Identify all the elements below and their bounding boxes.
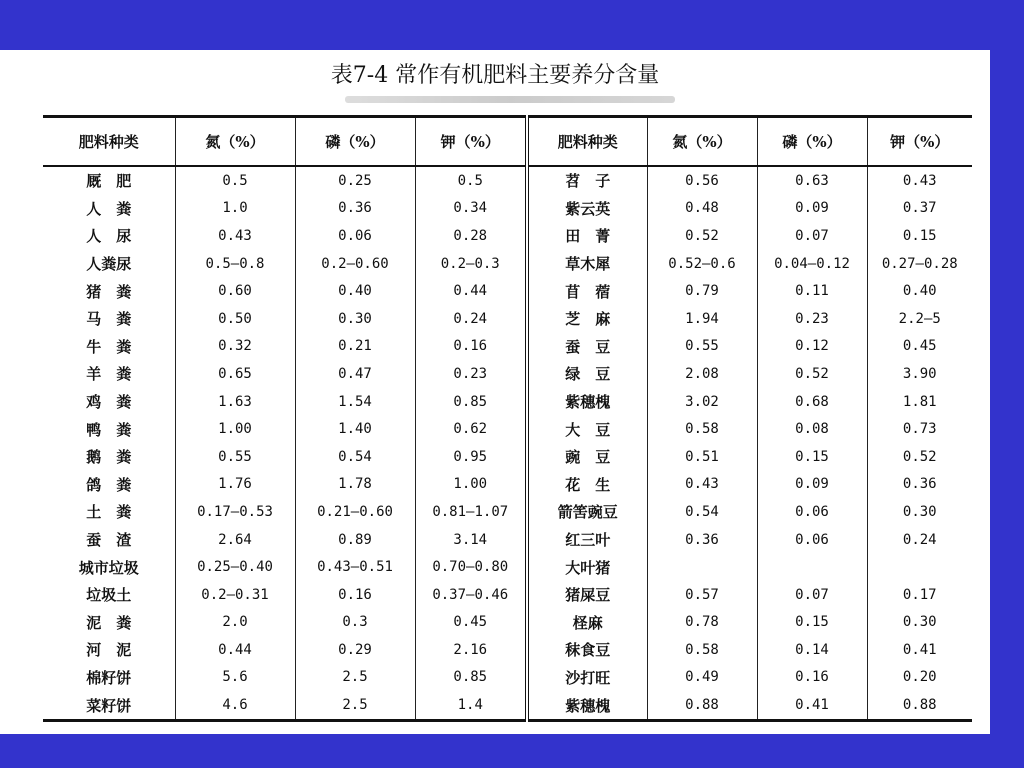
left-nitrogen-cell: 0.50	[175, 305, 295, 333]
right-phosphorus-cell: 0.08	[757, 415, 867, 443]
right-phosphorus-cell: 0.16	[757, 664, 867, 692]
table-row	[43, 581, 972, 609]
right-nitrogen-cell: 2.08	[647, 360, 757, 388]
right-nitrogen-cell: 0.43	[647, 471, 757, 499]
table-row	[43, 526, 972, 554]
right-potassium-cell: 0.17	[902, 586, 937, 603]
right-potassium-cell: 0.52	[902, 448, 937, 465]
right-fertilizer-name-cell: 田 菁	[527, 222, 647, 250]
right-nitrogen-cell: 0.58	[647, 636, 757, 664]
left-potassium-cell: 0.16	[415, 333, 527, 361]
left-potassium-cell: 0.44	[415, 277, 527, 305]
right-potassium-cell: 0.15	[902, 227, 937, 244]
header-nitrogen: 氮（%）	[175, 117, 295, 167]
right-potassium-cell: 0.40	[902, 283, 937, 300]
right-nitrogen-cell: 0.56	[647, 166, 757, 195]
right-potassium-cell: 0.30	[902, 614, 937, 631]
left-fertilizer-name-cell: 菜籽饼	[43, 691, 175, 720]
left-nitrogen-cell: 0.5	[175, 166, 295, 195]
right-potassium-cell: 0.37	[902, 200, 937, 217]
left-fertilizer-name-cell: 垃圾土	[43, 581, 175, 609]
right-phosphorus-cell: 0.68	[757, 388, 867, 416]
left-fertilizer-name-cell: 厩 肥	[43, 166, 175, 195]
right-fertilizer-name-cell: 绿 豆	[527, 360, 647, 388]
header-phosphorus: 磷（%）	[757, 117, 867, 167]
right-nitrogen-cell: 1.94	[647, 305, 757, 333]
left-fertilizer-name-cell: 蚕 渣	[43, 526, 175, 554]
table-row	[43, 250, 972, 278]
right-potassium-cell: 0.36	[902, 476, 937, 493]
nutrient-content-table	[43, 115, 972, 722]
table-row	[43, 195, 972, 223]
left-nitrogen-cell: 0.55	[175, 443, 295, 471]
table-row	[43, 691, 972, 720]
table-row	[43, 415, 972, 443]
right-nitrogen-cell	[647, 553, 757, 581]
right-fertilizer-name-cell: 苜 蓿	[527, 277, 647, 305]
left-fertilizer-name-cell: 棉籽饼	[43, 664, 175, 692]
right-phosphorus-cell: 0.63	[757, 166, 867, 195]
right-phosphorus-cell: 0.14	[757, 636, 867, 664]
header-nitrogen: 氮（%）	[647, 117, 757, 167]
left-fertilizer-name-cell: 羊 粪	[43, 360, 175, 388]
right-potassium-cell: 0.20	[902, 669, 937, 686]
left-phosphorus-cell: 2.5	[295, 691, 415, 720]
left-fertilizer-name-cell: 泥 粪	[43, 609, 175, 637]
right-potassium-cell: 0.24	[902, 531, 937, 548]
table-row	[43, 222, 972, 250]
left-fertilizer-name-cell: 城市垃圾	[43, 553, 175, 581]
right-nitrogen-cell: 0.49	[647, 664, 757, 692]
right-nitrogen-cell: 0.55	[647, 333, 757, 361]
header-potassium: 钾（%）	[867, 117, 972, 167]
left-potassium-cell: 0.95	[415, 443, 527, 471]
right-fertilizer-name-cell: 紫穗槐	[527, 388, 647, 416]
right-phosphorus-cell: 0.06	[757, 498, 867, 526]
left-phosphorus-cell: 1.78	[295, 471, 415, 499]
left-phosphorus-cell: 0.21	[295, 333, 415, 361]
right-potassium-cell	[867, 553, 972, 581]
left-nitrogen-cell: 0.44	[175, 636, 295, 664]
left-phosphorus-cell: 1.54	[295, 388, 415, 416]
left-potassium-cell: 0.34	[415, 195, 527, 223]
table-title: 表7-4 常作有机肥料主要养分含量	[330, 63, 660, 88]
right-nitrogen-cell: 0.58	[647, 415, 757, 443]
left-phosphorus-cell: 0.25	[295, 166, 415, 195]
right-fertilizer-name-cell: 沙打旺	[527, 664, 647, 692]
right-potassium-cell: 0.27—0.28	[881, 255, 958, 272]
left-potassium-cell: 1.00	[415, 471, 527, 499]
right-nitrogen-cell: 0.88	[647, 691, 757, 720]
left-potassium-cell: 0.23	[415, 360, 527, 388]
right-phosphorus-cell: 0.15	[757, 609, 867, 637]
right-fertilizer-name-cell: 蚕 豆	[527, 333, 647, 361]
left-potassium-cell: 0.45	[415, 609, 527, 637]
right-fertilizer-name-cell: 猪屎豆	[527, 581, 647, 609]
right-potassium-cell: 3.90	[902, 365, 937, 382]
right-phosphorus-cell: 0.52	[757, 360, 867, 388]
right-fertilizer-name-cell: 豌 豆	[527, 443, 647, 471]
left-potassium-cell: 0.85	[415, 664, 527, 692]
right-potassium-cell: 2.2—5	[898, 310, 941, 327]
left-fertilizer-name-cell: 牛 粪	[43, 333, 175, 361]
left-phosphorus-cell: 0.89	[295, 526, 415, 554]
left-fertilizer-name-cell: 鸽 粪	[43, 471, 175, 499]
right-phosphorus-cell: 0.07	[757, 222, 867, 250]
left-phosphorus-cell: 0.2—0.60	[295, 250, 415, 278]
table-row	[43, 388, 972, 416]
left-nitrogen-cell: 0.43	[175, 222, 295, 250]
left-phosphorus-cell: 0.16	[295, 581, 415, 609]
left-fertilizer-name-cell: 鹅 粪	[43, 443, 175, 471]
left-phosphorus-cell: 0.40	[295, 277, 415, 305]
right-nitrogen-cell: 0.79	[647, 277, 757, 305]
left-potassium-cell: 2.16	[415, 636, 527, 664]
left-nitrogen-cell: 1.63	[175, 388, 295, 416]
left-potassium-cell: 3.14	[415, 526, 527, 554]
right-phosphorus-cell: 0.15	[757, 443, 867, 471]
right-nitrogen-cell: 0.48	[647, 195, 757, 223]
table-row	[43, 443, 972, 471]
left-fertilizer-name-cell: 鸡 粪	[43, 388, 175, 416]
table-body	[43, 166, 972, 720]
left-fertilizer-name-cell: 猪 粪	[43, 277, 175, 305]
right-phosphorus-cell: 0.11	[757, 277, 867, 305]
left-nitrogen-cell: 5.6	[175, 664, 295, 692]
left-phosphorus-cell: 0.43—0.51	[295, 553, 415, 581]
left-fertilizer-name-cell: 马 粪	[43, 305, 175, 333]
right-phosphorus-cell: 0.07	[757, 581, 867, 609]
right-potassium-cell: 1.81	[902, 393, 937, 410]
right-fertilizer-name-cell: 红三叶	[527, 526, 647, 554]
left-fertilizer-name-cell: 人粪尿	[43, 250, 175, 278]
left-nitrogen-cell: 0.65	[175, 360, 295, 388]
header-fertilizer-type: 肥料种类	[527, 117, 647, 167]
header-fertilizer-type: 肥料种类	[43, 117, 175, 167]
right-potassium-cell: 0.73	[902, 421, 937, 438]
left-phosphorus-cell: 2.5	[295, 664, 415, 692]
right-phosphorus-cell: 0.04—0.12	[757, 250, 867, 278]
left-phosphorus-cell: 0.06	[295, 222, 415, 250]
left-phosphorus-cell: 0.47	[295, 360, 415, 388]
right-potassium-cell: 0.88	[902, 697, 937, 714]
right-phosphorus-cell: 0.12	[757, 333, 867, 361]
right-nitrogen-cell: 3.02	[647, 388, 757, 416]
left-phosphorus-cell: 0.3	[295, 609, 415, 637]
right-phosphorus-cell: 0.41	[757, 691, 867, 720]
left-potassium-cell: 0.85	[415, 388, 527, 416]
left-potassium-cell: 0.5	[415, 166, 527, 195]
right-nitrogen-cell: 0.52—0.6	[647, 250, 757, 278]
left-potassium-cell: 0.37—0.46	[415, 581, 527, 609]
left-potassium-cell: 0.70—0.80	[415, 553, 527, 581]
right-phosphorus-cell: 0.23	[757, 305, 867, 333]
left-potassium-cell: 0.24	[415, 305, 527, 333]
left-nitrogen-cell: 1.76	[175, 471, 295, 499]
left-potassium-cell: 0.28	[415, 222, 527, 250]
left-nitrogen-cell: 0.32	[175, 333, 295, 361]
table-row	[43, 277, 972, 305]
right-nitrogen-cell: 0.54	[647, 498, 757, 526]
table-row	[43, 471, 972, 499]
right-phosphorus-cell: 0.09	[757, 471, 867, 499]
right-nitrogen-cell: 0.52	[647, 222, 757, 250]
right-potassium-cell: 0.30	[902, 503, 937, 520]
right-fertilizer-name-cell: 草木犀	[527, 250, 647, 278]
table-row	[43, 305, 972, 333]
right-fertilizer-name-cell: 花 生	[527, 471, 647, 499]
left-potassium-cell: 1.4	[415, 691, 527, 720]
table-header-row	[43, 117, 972, 167]
left-nitrogen-cell: 0.25—0.40	[175, 553, 295, 581]
left-nitrogen-cell: 0.60	[175, 277, 295, 305]
left-nitrogen-cell: 1.0	[175, 195, 295, 223]
right-potassium-cell: 0.43	[902, 172, 937, 189]
left-phosphorus-cell: 0.36	[295, 195, 415, 223]
right-potassium-cell: 0.41	[902, 641, 937, 658]
right-fertilizer-name-cell: 大 豆	[527, 415, 647, 443]
right-fertilizer-name-cell: 箭筈豌豆	[527, 498, 647, 526]
right-phosphorus-cell: 0.09	[757, 195, 867, 223]
left-nitrogen-cell: 0.17—0.53	[175, 498, 295, 526]
right-nitrogen-cell: 0.51	[647, 443, 757, 471]
right-fertilizer-name-cell: 紫云英	[527, 195, 647, 223]
left-fertilizer-name-cell: 土 粪	[43, 498, 175, 526]
right-nitrogen-cell: 0.36	[647, 526, 757, 554]
left-nitrogen-cell: 2.64	[175, 526, 295, 554]
left-phosphorus-cell: 0.30	[295, 305, 415, 333]
header-potassium: 钾（%）	[415, 117, 527, 167]
table-row	[43, 609, 972, 637]
right-fertilizer-name-cell: 大叶猪	[527, 553, 647, 581]
left-phosphorus-cell: 0.29	[295, 636, 415, 664]
left-fertilizer-name-cell: 人 尿	[43, 222, 175, 250]
table-row	[43, 636, 972, 664]
table-row	[43, 333, 972, 361]
right-fertilizer-name-cell: 秣食豆	[527, 636, 647, 664]
table-row	[43, 664, 972, 692]
table-row	[43, 360, 972, 388]
table-row	[43, 498, 972, 526]
right-nitrogen-cell: 0.57	[647, 581, 757, 609]
right-nitrogen-cell: 0.78	[647, 609, 757, 637]
left-fertilizer-name-cell: 鸭 粪	[43, 415, 175, 443]
left-fertilizer-name-cell: 河 泥	[43, 636, 175, 664]
slide-page	[0, 50, 990, 734]
left-nitrogen-cell: 0.2—0.31	[175, 581, 295, 609]
right-potassium-cell: 0.45	[902, 338, 937, 355]
left-nitrogen-cell: 4.6	[175, 691, 295, 720]
left-nitrogen-cell: 1.00	[175, 415, 295, 443]
left-potassium-cell: 0.62	[415, 415, 527, 443]
left-potassium-cell: 0.2—0.3	[415, 250, 527, 278]
table-row	[43, 166, 972, 195]
left-phosphorus-cell: 0.54	[295, 443, 415, 471]
right-phosphorus-cell	[757, 553, 867, 581]
right-fertilizer-name-cell: 柽麻	[527, 609, 647, 637]
left-potassium-cell: 0.81—1.07	[415, 498, 527, 526]
right-fertilizer-name-cell: 苕 子	[527, 166, 647, 195]
left-fertilizer-name-cell: 人 粪	[43, 195, 175, 223]
right-phosphorus-cell: 0.06	[757, 526, 867, 554]
right-fertilizer-name-cell: 芝 麻	[527, 305, 647, 333]
left-phosphorus-cell: 1.40	[295, 415, 415, 443]
left-phosphorus-cell: 0.21—0.60	[295, 498, 415, 526]
left-nitrogen-cell: 2.0	[175, 609, 295, 637]
scan-artifact	[345, 96, 675, 103]
table-row	[43, 553, 972, 581]
left-nitrogen-cell: 0.5—0.8	[175, 250, 295, 278]
header-phosphorus: 磷（%）	[295, 117, 415, 167]
right-fertilizer-name-cell: 紫穗槐	[527, 691, 647, 720]
